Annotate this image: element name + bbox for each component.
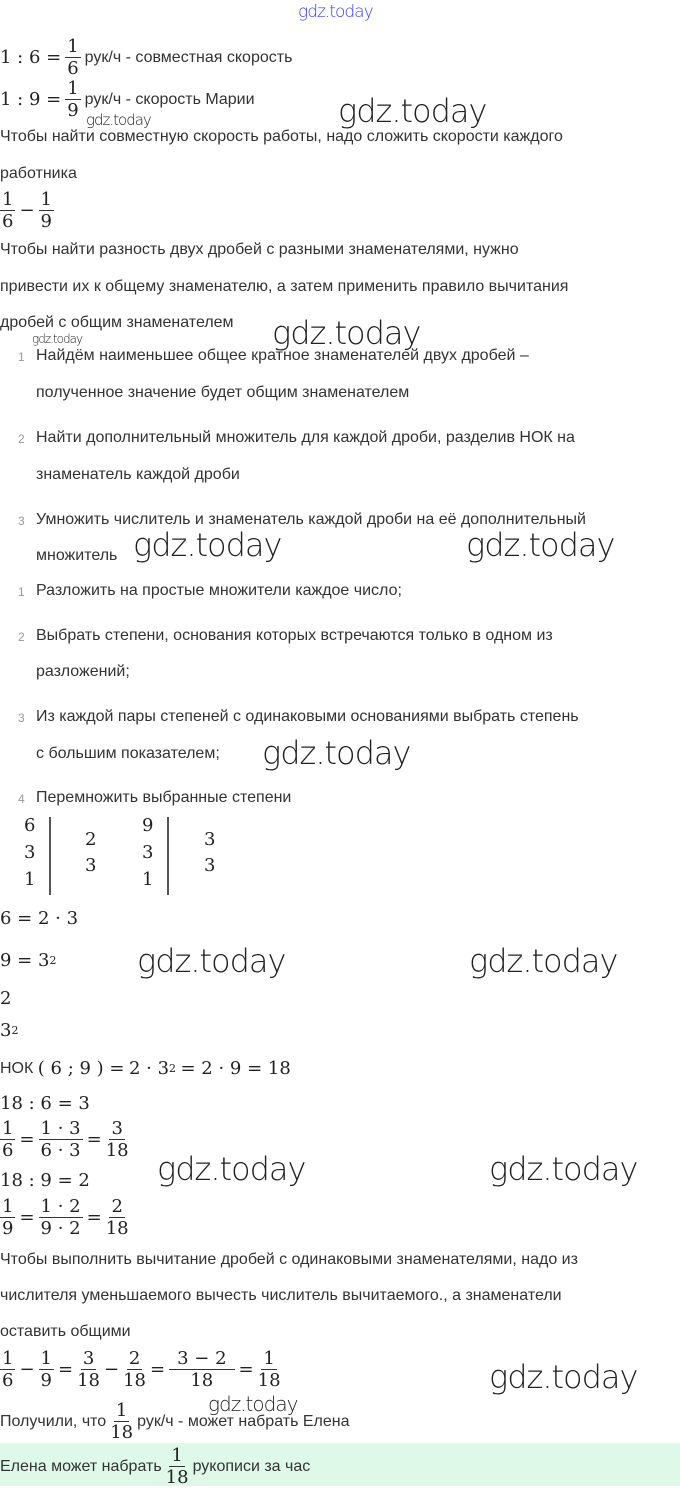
final-equation: $\frac{1}{6}$ − $\frac{1}{9}$ = $\frac{3}{18}$ − $\frac{2}{18}$ = $\frac{3 - 2}{18}$ = $\frac{1}{18}$ <box>2 1348 281 1391</box>
factorization-table: 6 3 1 2 3 9 3 1 3 3 <box>20 815 220 895</box>
list-item: полученное значение будет общим знаменателем <box>36 384 410 401</box>
paragraph: дробей с общим знаменателем <box>0 314 234 331</box>
expression-difference: $\frac{1}{6}$ − $\frac{1}{9}$ <box>2 189 52 232</box>
fraction: $\frac{1}{9}$ <box>67 78 79 121</box>
list-item: Найти дополнительный множитель для каждой дроби, разделив НОК на <box>36 429 575 446</box>
watermark: gdz.today <box>32 332 83 346</box>
equation: 18 : 9 = 2 <box>0 1170 90 1191</box>
list-number: 2 <box>18 630 25 644</box>
equation: 3 2 <box>0 1020 19 1041</box>
text: рук/ч - скорость Марии <box>84 90 255 108</box>
lcm-equation: НОК ( 6 ; 9 ) = 2 · 3 2 = 2 · 9 = 18 <box>0 1058 291 1079</box>
list-number: 1 <box>18 350 25 364</box>
equation: 18 : 6 = 3 <box>0 1093 90 1114</box>
list-item: Умножить числитель и знаменатель каждой дроби на её дополнительный <box>36 511 586 528</box>
list-item: Разложить на простые множители каждое число; <box>36 582 402 599</box>
list-item: Найдём наименьшее общее кратное знаменателей двух дробей – <box>36 347 529 364</box>
text: рук/ч - совместная скорость <box>84 48 293 66</box>
watermark: gdz.today <box>469 942 618 980</box>
equation: 2 <box>0 988 12 1009</box>
math: 1 : 9 = <box>0 89 62 110</box>
list-item: Из каждой пары степеней с одинаковыми основаниями выбрать степень <box>36 708 579 725</box>
watermark: gdz.today <box>338 92 487 130</box>
watermark: gdz.today <box>137 942 286 980</box>
conversion-2: $\frac{1}{9}$ = $\frac{1 \cdot 2}{9 \cdot 2}$ = $\frac{2}{18}$ <box>2 1196 129 1239</box>
paragraph: Чтобы найти совместную скорость работы, надо сложить скорости каждого <box>0 128 563 145</box>
list-number: 2 <box>18 432 25 446</box>
paragraph: Чтобы найти разность двух дробей с разными знаменателями, нужно <box>0 241 519 258</box>
watermark: gdz.today <box>208 1392 298 1416</box>
watermark: gdz.today <box>133 526 282 564</box>
list-item: знаменатель каждой дроби <box>36 466 240 483</box>
watermark: gdz.today <box>489 1150 638 1188</box>
watermark: gdz.today <box>272 314 421 352</box>
watermark: gdz.today <box>466 526 615 564</box>
watermark: gdz.today <box>86 111 151 129</box>
list-number: 1 <box>18 585 25 599</box>
paragraph: работника <box>0 165 77 182</box>
list-number: 4 <box>18 792 25 806</box>
result-line: Получили, что $\frac{1}{18}$ рук/ч - может набрать Елена <box>0 1400 350 1443</box>
equation: 6 = 2 · 3 <box>0 908 79 929</box>
list-item: Перемножить выбранные степени <box>36 789 292 806</box>
answer-line: Елена может набрать $\frac{1}{18}$ рукописи за час <box>0 1445 311 1488</box>
fraction: $\frac{1}{6}$ <box>67 36 79 79</box>
list-number: 3 <box>18 514 25 528</box>
list-item: разложений; <box>36 663 130 680</box>
paragraph: привести их к общему знаменателю, а затем применить правило вычитания <box>0 278 569 295</box>
watermark: gdz.today <box>157 1150 306 1188</box>
watermark: gdz.today <box>262 734 411 772</box>
watermark: gdz.today <box>489 1358 638 1396</box>
paragraph: оставить общими <box>0 1323 131 1340</box>
list-item: множитель <box>36 547 118 564</box>
list-item: Выбрать степени, основания которых встречаются только в одном из <box>36 627 553 644</box>
list-number: 3 <box>18 711 25 725</box>
equation: 9 = 3 2 <box>0 950 57 971</box>
math: 1 : 6 = <box>0 47 62 68</box>
conversion-1: $\frac{1}{6}$ = $\frac{1 \cdot 3}{6 \cdot 3}$ = $\frac{3}{18}$ <box>2 1118 129 1161</box>
paragraph: Чтобы выполнить вычитание дробей с одинаковыми знаменателями, надо из <box>0 1251 578 1268</box>
list-item: с большим показателем; <box>36 745 220 762</box>
paragraph: числителя уменьшаемого вычесть числитель вычитаемого., а знаменатели <box>0 1287 562 1304</box>
header-watermark: gdz.today <box>298 2 373 22</box>
line-joint-speed <box>0 36 292 79</box>
